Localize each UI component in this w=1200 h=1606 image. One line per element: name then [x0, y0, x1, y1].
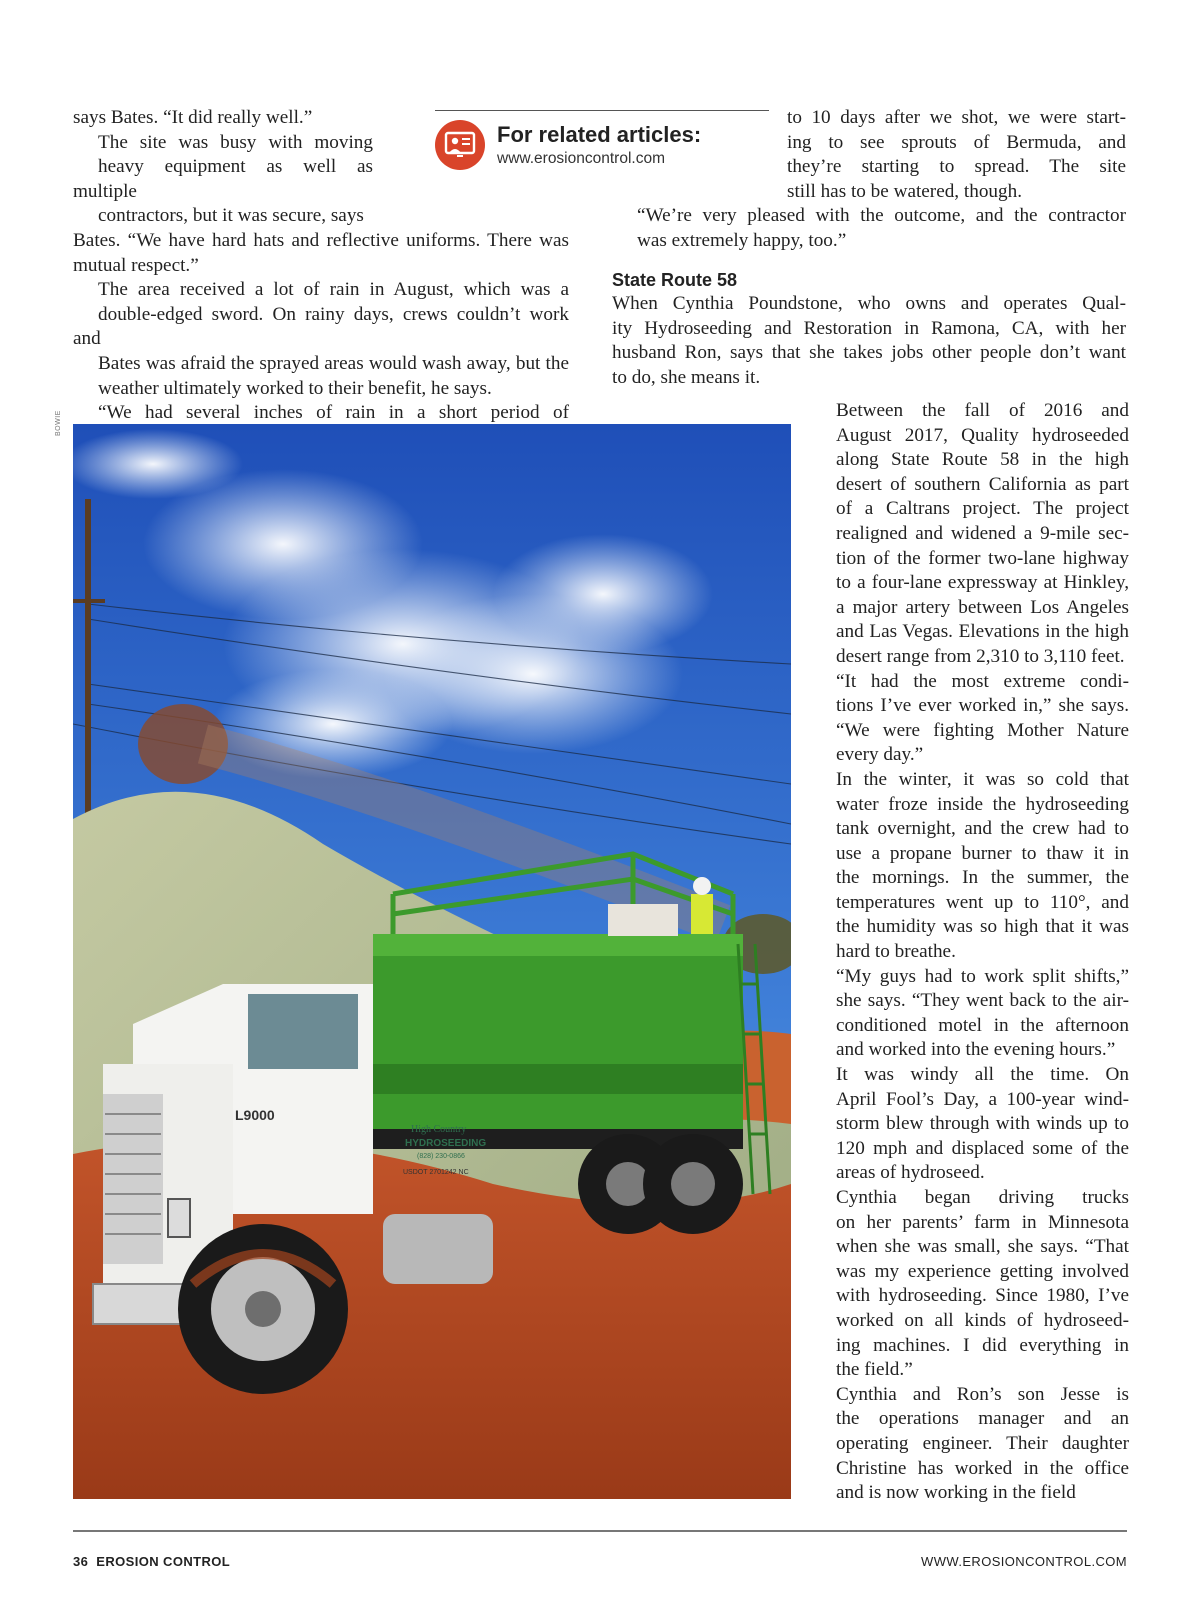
text-line: they’re starting to spread. The site — [787, 156, 1126, 178]
text-line: on her parents’ farm in Minnesota — [836, 1211, 1129, 1233]
related-articles-title: For related articles: — [497, 122, 702, 147]
footer-folio — [73, 1554, 230, 1569]
text-line: ity Hydroseeding and Restoration in Ramona, CA, with her — [612, 317, 1126, 339]
text-line: and Las Vegas. Elevations in the high — [836, 621, 1129, 643]
text-line: tions I’ve ever worked in,” she says. — [836, 695, 1129, 717]
paragraph — [811, 768, 1129, 965]
footer-divider — [73, 1530, 1127, 1532]
text-line: Bates was afraid the sprayed areas would wash away, but the — [98, 352, 569, 374]
text-line: and worked into the evening hours.” — [836, 1039, 1116, 1061]
text-line: areas of hydroseed. — [836, 1162, 985, 1184]
text-line: was extremely happy, too.” — [637, 229, 847, 251]
text-line: The site was busy with moving — [98, 131, 373, 153]
text-line: to a four-lane expressway at Hinkley, — [836, 572, 1129, 594]
paragraph — [73, 131, 373, 229]
text-line: worked on all kinds of hydroseed- — [836, 1309, 1129, 1331]
text-line: realigned and widened a 9-mile sec- — [836, 522, 1129, 544]
text-line: the operations manager and an — [836, 1408, 1129, 1430]
text-line: Cynthia and Ron’s son Jesse is — [836, 1383, 1129, 1405]
photo-credit: BOWIE — [55, 410, 62, 436]
page-number: 36 — [73, 1554, 89, 1569]
footer-url[interactable]: WWW.EROSIONCONTROL.COM — [921, 1554, 1127, 1569]
text-line: husband Ron, says that she takes jobs other people don’t want — [612, 342, 1126, 364]
paragraph — [811, 965, 1129, 1063]
article-column-right-bottom — [811, 399, 1129, 1506]
text-line: 120 mph and displaced some of the — [836, 1137, 1129, 1159]
text-line: “We were fighting Mother Nature — [836, 719, 1129, 741]
text-line: when she was small, she says. “That — [836, 1236, 1129, 1258]
paragraph — [811, 1063, 1129, 1186]
truck-model-badge: L9000 — [235, 1107, 275, 1123]
text-line: tion of the former two-lane highway — [836, 547, 1129, 569]
paragraph — [811, 670, 1129, 768]
text-line: hard to breathe. — [836, 941, 956, 963]
text-line: water froze inside the hydroseeding — [836, 793, 1129, 815]
text-line: “It had the most extreme condi- — [836, 670, 1129, 692]
text-line: double-edged sword. On rainy days, crews couldn’t work and — [73, 303, 569, 350]
truck-phone: (828) 230-0866 — [417, 1153, 465, 1160]
truck-dot-number: USDOT 2701242 NC — [403, 1169, 469, 1176]
text-line: “We’re very pleased with the outcome, and the contractor — [637, 205, 1126, 227]
text-line: she says. “They went back to the air- — [836, 990, 1129, 1012]
paragraph — [811, 1383, 1129, 1506]
text-line: operating engineer. Their daughter — [836, 1432, 1129, 1454]
related-articles-link[interactable]: www.erosioncontrol.com — [497, 150, 665, 167]
text-line: tank overnight, and the crew had to — [836, 818, 1129, 840]
text-line: every day.” — [836, 744, 924, 766]
text-line: storm blew through with winds up to — [836, 1113, 1129, 1135]
text-line: to do, she means it. — [612, 366, 761, 388]
paragraph — [811, 1186, 1129, 1383]
paragraph — [612, 204, 1126, 253]
text-line: still has to be watered, though. — [787, 180, 1023, 202]
text-line: to 10 days after we shot, we were start- — [787, 107, 1126, 128]
text-line: says Bates. “It did really well.” — [73, 107, 313, 128]
text-line: ing to see sprouts of Bermuda, and — [787, 131, 1126, 153]
text-line: ing machines. I did everything in — [836, 1334, 1129, 1356]
truck-brand-line2: HYDROSEEDING — [405, 1138, 487, 1149]
text-line: desert of southern California as part — [836, 473, 1129, 495]
text-line: conditioned motel in the afternoon — [836, 1014, 1129, 1036]
magazine-name: EROSION CONTROL — [96, 1554, 231, 1569]
text-line: weather ultimately worked to their benefit, he says. — [98, 377, 492, 399]
text-line: the mornings. In the summer, the — [836, 867, 1129, 889]
text-line: “My guys had to work split shifts,” — [836, 965, 1129, 987]
article-presentation-icon — [435, 120, 485, 170]
paragraph — [787, 106, 1126, 204]
paragraph — [73, 229, 569, 278]
text-line: The area received a lot of rain in August, which was a — [98, 279, 569, 301]
text-line: temperatures went up to 110°, and — [836, 891, 1129, 913]
text-line: Christine has worked in the office — [836, 1457, 1129, 1479]
truck-brand-line1: High Country — [411, 1124, 467, 1135]
text-line: the humidity was so high that it was — [836, 916, 1129, 938]
text-line: heavy equipment as well as multiple — [73, 156, 373, 202]
paragraph — [612, 292, 1126, 390]
text-line: April Fool’s Day, a 100-year wind- — [836, 1088, 1129, 1110]
text-line: In the winter, it was so cold that — [836, 768, 1129, 790]
text-line: of a Caltrans project. The project — [836, 498, 1129, 520]
text-line: August 2017, Quality hydroseeded — [836, 424, 1129, 446]
hydroseeding-truck-photo — [73, 424, 791, 1499]
text-line: mutual respect.” — [73, 254, 199, 276]
paragraph — [811, 399, 1129, 670]
text-line: along State Route 58 in the high — [836, 449, 1129, 471]
text-line: use a propane burner to thaw it in — [836, 842, 1129, 864]
article-column-right-top — [612, 106, 1126, 391]
text-line: Bates. “We have hard hats and reflective uniforms. There was — [73, 229, 569, 251]
paragraph — [73, 278, 569, 401]
text-line: desert range from 2,310 to 3,110 feet. — [836, 645, 1125, 667]
text-line: contractors, but it was secure, says — [98, 205, 364, 227]
text-line: It was windy all the time. On — [836, 1064, 1129, 1086]
text-line: Between the fall of 2016 and — [836, 400, 1129, 421]
section-heading: State Route 58 — [612, 269, 738, 290]
text-line: When Cynthia Poundstone, who owns and operates Qual- — [612, 293, 1126, 315]
text-line: Cynthia began driving trucks — [836, 1187, 1129, 1208]
text-line: the field.” — [836, 1359, 913, 1381]
text-line: a major artery between Los Angeles — [836, 596, 1129, 618]
text-line: was my experience getting involved — [836, 1260, 1129, 1282]
text-line: with hydroseeding. Since 1980, I’ve — [836, 1285, 1129, 1307]
text-line: and is now working in the field — [836, 1482, 1076, 1504]
text-line: “We had several inches of rain in a short period of — [98, 402, 569, 424]
